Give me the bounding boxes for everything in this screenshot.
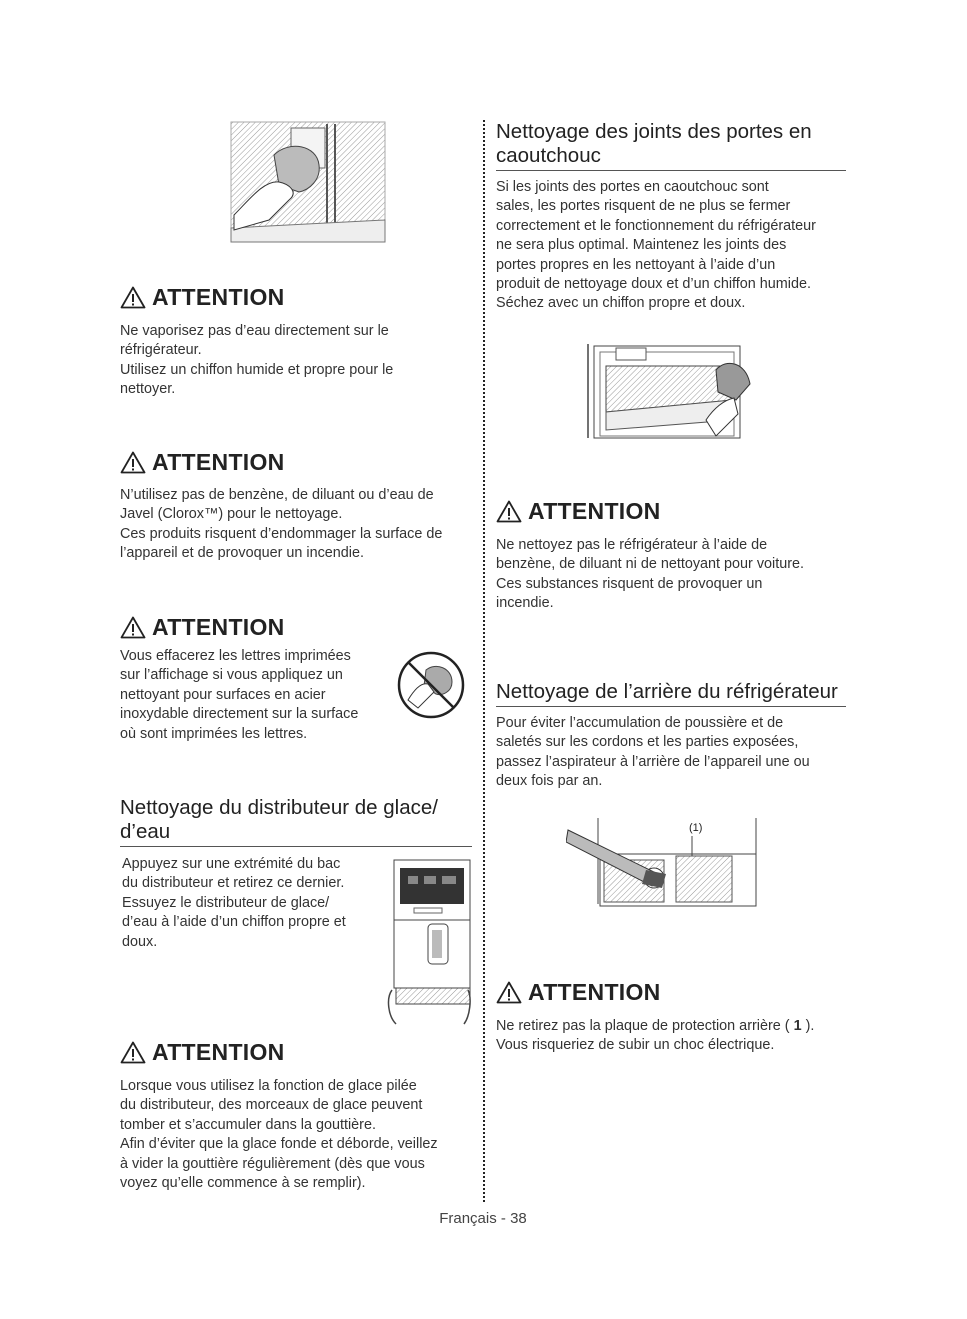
warning-triangle-icon	[496, 500, 522, 523]
callout-label: (1)	[689, 822, 703, 834]
warning-text: Ne nettoyez pas le réfrigérateur à l’aide de benzène, de diluant ni de nettoyant pour voiture. Ces substances risquent de provoquer un incendie.	[496, 537, 805, 612]
warning-heading: ATTENTION	[120, 449, 285, 476]
column-divider	[483, 120, 485, 1202]
dispenser-section-title: Nettoyage du distributeur de glace/ d’eau	[120, 796, 472, 847]
warning-text: Lorsque vous utilisez la fonction de glace pilée du distributeur, des morceaux de glace peuvent tomber et s’accumuler dans la gouttière. Afin d’éviter que la glace fonde et déborde, veillez à vider la gouttière régulièrement (dès que vous voyez qu’elle commence à se remplir).	[120, 1078, 438, 1192]
warning-text: Ne retirez pas la plaque de protection arrière ( 1 ). Vous risqueriez de subir un choc électrique.	[496, 1018, 815, 1054]
gaskets-section-text: Si les joints des portes en caoutchouc sont sales, les portes risquent de ne plus se fermer correctement et le fonctionnement du réfrigérateur ne sera plus optimal. Maintenez les joints des portes propres en les nettoyant à l’aide d’un produit de nettoyage doux et d’un chiffon humide. Séchez avec un chiffon propre et doux.	[496, 179, 816, 312]
warning-text: Vous effacerez les lettres imprimées sur l’affichage si vous appliquez un nettoyant pour surfaces en acier inoxydable directement sur la surface où sont imprimées les lettres.	[120, 648, 359, 742]
gaskets-section-title: Nettoyage des joints des portes en caoutchouc	[496, 120, 846, 171]
dispenser-section-text: Appuyez sur une extrémité du bac du distributeur et retirez ce dernier. Essuyez le distributeur de glace/ d’eau à l’aide d’un chiffon propre et doux.	[122, 856, 346, 950]
door-gasket-illustration	[586, 340, 754, 440]
page-number: Français - 38	[439, 1210, 527, 1227]
back-section-title: Nettoyage de l’arrière du réfrigérateur	[496, 680, 846, 707]
warning-heading: ATTENTION	[120, 284, 285, 311]
warning-triangle-icon	[120, 451, 146, 474]
warning-triangle-icon	[496, 981, 522, 1004]
dispenser-illustration	[384, 858, 472, 1028]
warning-heading: ATTENTION	[120, 1039, 285, 1066]
warning-text: Ne vaporisez pas d’eau directement sur le réfrigérateur. Utilisez un chiffon humide et propre pour le nettoyer.	[120, 323, 394, 398]
back-section-text: Pour éviter l’accumulation de poussière et de saletés sur les cordons et les parties exposées, passez l’aspirateur à l’arrière de l’appareil une ou deux fois par an.	[496, 715, 810, 790]
warning-heading: ATTENTION	[120, 614, 285, 641]
fridge-wipe-illustration	[229, 120, 387, 244]
warning-triangle-icon	[120, 616, 146, 639]
warning-text: N’utilisez pas de benzène, de diluant ou d’eau de Javel (Clorox™) pour le nettoyage. Ces produits risquent d’endommager la surface de l’appareil et de provoquer un incendie.	[120, 487, 443, 562]
prohibited-spray-icon	[396, 650, 466, 720]
warning-heading: ATTENTION	[496, 979, 661, 1006]
warning-heading: ATTENTION	[496, 498, 661, 525]
warning-triangle-icon	[120, 1041, 146, 1064]
warning-triangle-icon	[120, 286, 146, 309]
back-vacuum-illustration	[566, 816, 760, 912]
